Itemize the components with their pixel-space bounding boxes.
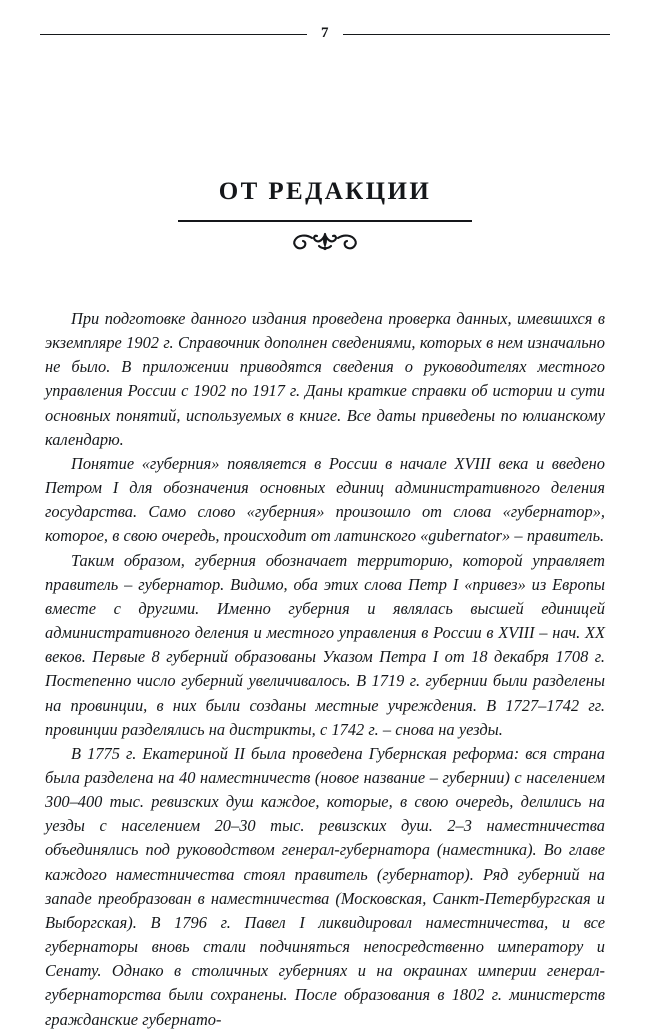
body-text <box>45 307 605 1032</box>
paragraph: В 1775 г. Екатериной II была проведена Губернская реформа: вся страна была разделена на 40 наместничеств (новое название – губернии) с населением 300–400 тыс. ревизских душ каждое, которые, в свою очередь, делились на уезды с населением 20–30 тыс. ревизских душ. 2–3 наместничества объединялись под руководством генерал-губернатора (наместника). Во главе каждого наместничества стоял правитель (губернатор). Ряд губерний на западе преобразован в наместничества (Московская, Санкт-Петербургская и Выборгская). В 1796 г. Павел I ликвидировал наместничества, и все губернаторы вновь стали подчиняться непосредственно императору и Сенату. Однако в столичных губерниях и на окраинах империи генерал-губернаторства были сохранены. После образования в 1802 г. министерств гражданские губернато- <box>45 743 605 1029</box>
chapter-title-block <box>0 178 650 257</box>
running-head-rule-left <box>40 34 307 35</box>
paragraph: При подготовке данного издания проведена проверка данных, имевшихся в экземпляре 1902 г. Справочник дополнен сведениями, которых в нем изначально не было. В приложении приводятся сведения о руководителях местного управления России с 1902 по 1917 г. Даны краткие справки об истории и сути основных понятий, используемых в книге. Все даты приведены по юлианскому календарю. <box>45 309 605 449</box>
page-title: ОТ РЕДАКЦИИ <box>218 178 432 205</box>
running-head <box>40 22 610 46</box>
page-number: 7 <box>321 24 329 41</box>
title-divider <box>178 220 472 222</box>
paragraph: Понятие «губерния» появляется в России в начале XVIII века и введено Петром I для обозначения основных единиц административного деления государства. Само слово «губерния» произошло от слова «губернатор», которое, в свою очередь, происходит от латинского «gubernator» – правитель. <box>45 453 605 546</box>
paragraph: Таким образом, губерния обозначает территорию, которой управляет правитель – губернатор. Видимо, оба этих слова Петр I «привез» из Европы вместе с другими. Именно губерния и являлась высшей единицей административного деления и местного управления в России в XVIII – нач. XX веков. Первые 8 губерний образованы Указом Петра I от 18 декабря 1708 г. Постепенно число губерний увеличивалось. В 1719 г. губернии были разделены на провинции, в них были созданы местные учреждения. В 1727–1742 гг. провинции разделялись на дистрикты, с 1742 г. – снова на уезды. <box>45 550 605 739</box>
running-head-rule-right <box>343 34 610 35</box>
fleuron-ornament <box>0 227 650 257</box>
